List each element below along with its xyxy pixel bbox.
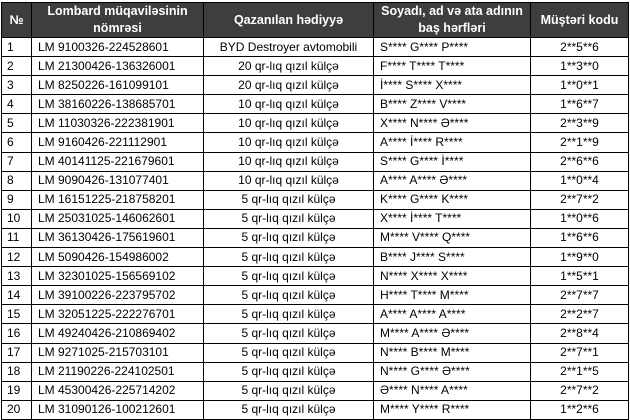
cell-initials: S**** G**** P**** bbox=[374, 38, 531, 57]
cell-contract-number: LM 5090426-154986002 bbox=[32, 248, 204, 267]
cell-initials: S**** G**** İ**** bbox=[374, 152, 531, 171]
header-prize: Qazanılan hədiyyə bbox=[204, 3, 374, 38]
cell-initials: F**** T**** T**** bbox=[374, 57, 531, 76]
table-row bbox=[2, 228, 629, 247]
table-row bbox=[2, 190, 629, 209]
cell-number: 10 bbox=[2, 209, 32, 228]
cell-initials: İ**** S**** X**** bbox=[374, 76, 531, 95]
cell-prize: BYD Destroyer avtomobili bbox=[204, 38, 374, 57]
cell-number: 15 bbox=[2, 305, 32, 324]
cell-contract-number: LM 9271025-215703101 bbox=[32, 343, 204, 362]
cell-customer-code: 2**6**6 bbox=[531, 152, 629, 171]
cell-prize: 5 qr-lıq qızıl külçə bbox=[204, 267, 374, 286]
cell-number: 11 bbox=[2, 228, 32, 247]
cell-prize: 10 qr-lıq qızıl külçə bbox=[204, 95, 374, 114]
cell-prize: 5 qr-lıq qızıl külçə bbox=[204, 305, 374, 324]
cell-initials: X**** İ**** T**** bbox=[374, 209, 531, 228]
cell-customer-code: 2**3**9 bbox=[531, 114, 629, 133]
cell-contract-number: LM 38160226-138685701 bbox=[32, 95, 204, 114]
cell-customer-code: 1**0**6 bbox=[531, 209, 629, 228]
cell-prize: 10 qr-lıq qızıl külçə bbox=[204, 114, 374, 133]
cell-initials: A**** A**** Ə**** bbox=[374, 171, 531, 190]
cell-contract-number: LM 11030326-222381901 bbox=[32, 114, 204, 133]
cell-customer-code: 1**9**0 bbox=[531, 248, 629, 267]
cell-contract-number: LM 39100226-223795702 bbox=[32, 286, 204, 305]
cell-number: 9 bbox=[2, 190, 32, 209]
cell-number: 20 bbox=[2, 400, 32, 419]
cell-contract-number: LM 32051225-222276701 bbox=[32, 305, 204, 324]
cell-initials: K**** G**** K**** bbox=[374, 190, 531, 209]
table-row bbox=[2, 400, 629, 419]
cell-customer-code: 2**7**7 bbox=[531, 286, 629, 305]
header-initials: Soyadı, ad və ata adının baş hərfləri bbox=[374, 3, 531, 38]
cell-initials: N**** G**** Ə**** bbox=[374, 362, 531, 381]
cell-prize: 10 qr-lıq qızıl külçə bbox=[204, 133, 374, 152]
cell-customer-code: 1**6**7 bbox=[531, 95, 629, 114]
header-customer-code: Müştəri kodu bbox=[531, 3, 629, 38]
cell-initials: M**** Y**** R**** bbox=[374, 400, 531, 419]
table-row bbox=[2, 171, 629, 190]
cell-initials: A**** İ**** R**** bbox=[374, 133, 531, 152]
cell-customer-code: 2**1**5 bbox=[531, 362, 629, 381]
cell-prize: 20 qr-lıq qızıl külçə bbox=[204, 57, 374, 76]
cell-initials: B**** J**** S**** bbox=[374, 248, 531, 267]
cell-contract-number: LM 9090426-131077401 bbox=[32, 171, 204, 190]
cell-prize: 5 qr-lıq qızıl külçə bbox=[204, 400, 374, 419]
table-row bbox=[2, 133, 629, 152]
table-row bbox=[2, 38, 629, 57]
cell-contract-number: LM 31090126-100212601 bbox=[32, 400, 204, 419]
table-row bbox=[2, 95, 629, 114]
header-contract-number: Lombard müqaviləsinin nömrəsi bbox=[32, 3, 204, 38]
cell-number: 13 bbox=[2, 267, 32, 286]
table-row bbox=[2, 267, 629, 286]
cell-initials: M**** A**** Ə**** bbox=[374, 324, 531, 343]
cell-contract-number: LM 21300426-136326001 bbox=[32, 57, 204, 76]
cell-prize: 10 qr-lıq qızıl külçə bbox=[204, 152, 374, 171]
table-body bbox=[2, 38, 629, 420]
cell-number: 7 bbox=[2, 152, 32, 171]
cell-number: 16 bbox=[2, 324, 32, 343]
cell-prize: 5 qr-lıq qızıl külçə bbox=[204, 248, 374, 267]
cell-initials: N**** X**** X**** bbox=[374, 267, 531, 286]
table-row bbox=[2, 381, 629, 400]
table-row bbox=[2, 362, 629, 381]
table-row bbox=[2, 343, 629, 362]
cell-contract-number: LM 32301025-156569102 bbox=[32, 267, 204, 286]
cell-customer-code: 2**8**4 bbox=[531, 324, 629, 343]
cell-contract-number: LM 21190226-224102501 bbox=[32, 362, 204, 381]
cell-contract-number: LM 36130426-175619601 bbox=[32, 228, 204, 247]
cell-contract-number: LM 8250226-161099101 bbox=[32, 76, 204, 95]
cell-initials: M**** V**** Q**** bbox=[374, 228, 531, 247]
winners-table bbox=[1, 2, 629, 420]
cell-number: 5 bbox=[2, 114, 32, 133]
cell-customer-code: 2**7**1 bbox=[531, 343, 629, 362]
cell-prize: 5 qr-lıq qızıl külçə bbox=[204, 324, 374, 343]
cell-customer-code: 1**0**4 bbox=[531, 171, 629, 190]
cell-number: 8 bbox=[2, 171, 32, 190]
cell-customer-code: 2**5**6 bbox=[531, 38, 629, 57]
table-row bbox=[2, 286, 629, 305]
table-row bbox=[2, 114, 629, 133]
cell-customer-code: 1**5**1 bbox=[531, 267, 629, 286]
cell-initials: Ə**** N**** A**** bbox=[374, 381, 531, 400]
table-row bbox=[2, 57, 629, 76]
cell-initials: H**** T**** M**** bbox=[374, 286, 531, 305]
cell-prize: 5 qr-lıq qızıl külçə bbox=[204, 286, 374, 305]
cell-contract-number: LM 9160426-221112901 bbox=[32, 133, 204, 152]
cell-number: 17 bbox=[2, 343, 32, 362]
cell-initials: B**** Z**** V**** bbox=[374, 95, 531, 114]
cell-initials: A**** A**** A**** bbox=[374, 305, 531, 324]
cell-customer-code: 2**1**9 bbox=[531, 133, 629, 152]
cell-number: 6 bbox=[2, 133, 32, 152]
cell-contract-number: LM 16151225-218758201 bbox=[32, 190, 204, 209]
cell-number: 14 bbox=[2, 286, 32, 305]
winners-table-container bbox=[1, 2, 629, 420]
cell-customer-code: 1**2**6 bbox=[531, 400, 629, 419]
cell-customer-code: 1**0**1 bbox=[531, 76, 629, 95]
cell-number: 2 bbox=[2, 57, 32, 76]
cell-prize: 5 qr-lıq qızıl külçə bbox=[204, 228, 374, 247]
cell-prize: 5 qr-lıq qızıl külçə bbox=[204, 362, 374, 381]
table-row bbox=[2, 209, 629, 228]
cell-prize: 5 qr-lıq qızıl külçə bbox=[204, 209, 374, 228]
header-number: № bbox=[2, 3, 32, 38]
table-row bbox=[2, 248, 629, 267]
cell-prize: 5 qr-lıq qızıl külçə bbox=[204, 343, 374, 362]
cell-number: 4 bbox=[2, 95, 32, 114]
cell-contract-number: LM 25031025-146062601 bbox=[32, 209, 204, 228]
table-row bbox=[2, 152, 629, 171]
cell-contract-number: LM 40141125-221679601 bbox=[32, 152, 204, 171]
cell-customer-code: 1**6**6 bbox=[531, 228, 629, 247]
cell-customer-code: 2**7**2 bbox=[531, 381, 629, 400]
table-header-row bbox=[2, 3, 629, 38]
table-row bbox=[2, 76, 629, 95]
cell-number: 12 bbox=[2, 248, 32, 267]
cell-prize: 5 qr-lıq qızıl külçə bbox=[204, 381, 374, 400]
cell-contract-number: LM 45300426-225714202 bbox=[32, 381, 204, 400]
cell-customer-code: 1**3**0 bbox=[531, 57, 629, 76]
cell-prize: 5 qr-lıq qızıl külçə bbox=[204, 190, 374, 209]
table-row bbox=[2, 324, 629, 343]
cell-number: 19 bbox=[2, 381, 32, 400]
cell-customer-code: 2**2**7 bbox=[531, 305, 629, 324]
cell-contract-number: LM 9100326-224528601 bbox=[32, 38, 204, 57]
table-row bbox=[2, 305, 629, 324]
cell-number: 3 bbox=[2, 76, 32, 95]
cell-initials: X**** N**** Ə**** bbox=[374, 114, 531, 133]
cell-contract-number: LM 49240426-210869402 bbox=[32, 324, 204, 343]
cell-initials: N**** B**** M**** bbox=[374, 343, 531, 362]
cell-number: 18 bbox=[2, 362, 32, 381]
cell-customer-code: 2**7**2 bbox=[531, 190, 629, 209]
cell-prize: 10 qr-lıq qızıl külçə bbox=[204, 171, 374, 190]
cell-prize: 20 qr-lıq qızıl külçə bbox=[204, 76, 374, 95]
cell-number: 1 bbox=[2, 38, 32, 57]
